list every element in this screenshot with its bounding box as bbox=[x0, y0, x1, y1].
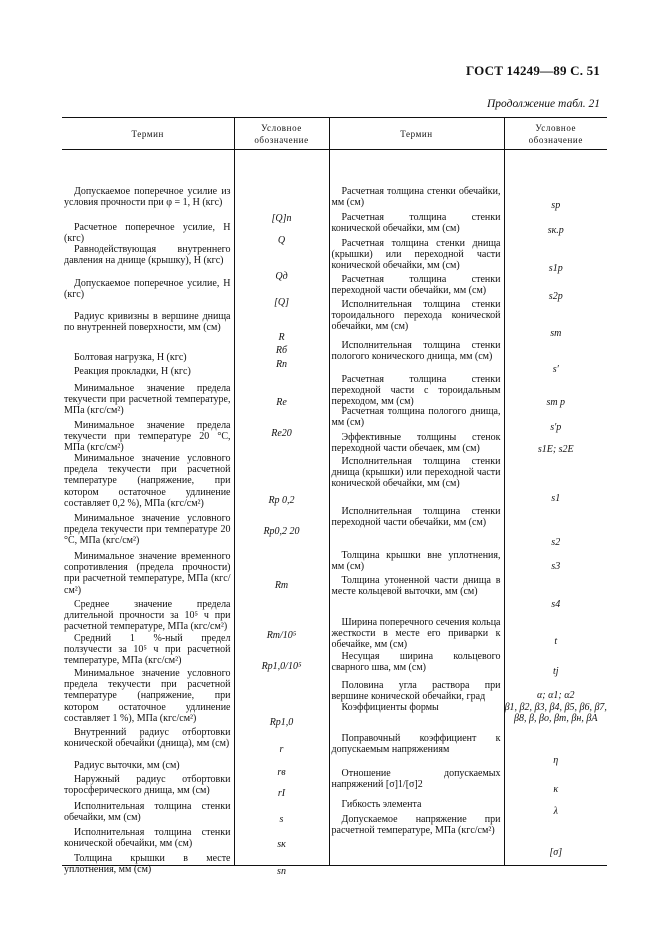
left-symbol-7: Rп bbox=[275, 359, 288, 370]
left-symbol-15: Rp1,0 bbox=[269, 717, 294, 728]
right-term-20: Гибкость элемента bbox=[341, 799, 422, 810]
left-term-19: Исполнительная толщина стенки обечайки, мм (см) bbox=[64, 801, 231, 824]
left-symbol-20: sк bbox=[277, 839, 286, 850]
right-term-6: Исполнительная толщина стенки пологого конического днища, мм (см) bbox=[331, 340, 501, 363]
left-term-21: Толщина крышки в месте уплотнения, мм (см) bbox=[64, 853, 231, 876]
left-symbol-6: Rб bbox=[275, 345, 288, 356]
left-term-6: Болтовая нагрузка, Н (кгс) bbox=[74, 352, 187, 363]
right-symbol-4: s2р bbox=[548, 291, 563, 302]
left-term-4: Допускаемое поперечное усилие, Н (кгс) bbox=[64, 278, 231, 301]
right-term-4: Расчетная толщина стенки переходной части обечайки, мм (см) bbox=[331, 274, 501, 297]
right-term-21: Допускаемое напряжение при расчетной температуре, МПа (кгс/см²) bbox=[331, 814, 501, 837]
left-term-1: Допускаемое поперечное усилие из условия прочности при φ = 1, Н (кгс) bbox=[64, 186, 231, 209]
left-symbol-21: sп bbox=[277, 866, 286, 877]
terms-table bbox=[62, 117, 607, 877]
left-symbol-19: s bbox=[279, 814, 284, 825]
left-symbol-1: [Q]п bbox=[271, 213, 292, 224]
left-symbol-13: Rm/10⁵ bbox=[266, 630, 297, 641]
right-symbol-9: s1E; s2E bbox=[537, 444, 574, 455]
left-symbol-3: Qд bbox=[275, 271, 288, 282]
left-term-14: Средний 1 %-ный предел ползучести за 10⁵ ч при расчетной температуре, МПа (кгс/см²) bbox=[64, 633, 231, 667]
right-symbol-20: λ bbox=[553, 806, 558, 817]
table-continuation-label: Продолжение табл. 21 bbox=[487, 98, 600, 110]
symbol-header-left: Условное обозначение bbox=[234, 118, 329, 150]
left-term-8: Минимальное значение предела текучести при расчетной температуре, МПа (кгс/см²) bbox=[64, 383, 231, 417]
right-symbols-column bbox=[505, 150, 608, 865]
left-term-9: Минимальное значение предела текучести при температуре 20 °С, МПа (кгс/см²) bbox=[64, 420, 231, 454]
left-term-13: Среднее значение предела длительной прочности за 10⁵ ч при расчетной температуре, МПа (кгс/см²) bbox=[64, 599, 231, 633]
right-term-14: Ширина поперечного сечения кольца жесткости в месте его приварки к обечайке, мм (см) bbox=[331, 617, 501, 651]
right-term-2: Расчетная толщина стенки конической обечайки, мм (см) bbox=[331, 212, 501, 235]
right-symbol-3: s1р bbox=[548, 263, 563, 274]
left-term-7: Реакция прокладки, Н (кгс) bbox=[74, 366, 191, 377]
page-reference: ГОСТ 14249—89 С. 51 bbox=[466, 63, 600, 78]
right-term-9: Эффективные толщины стенок переходной части обечаек, мм (см) bbox=[331, 432, 501, 455]
right-term-12: Толщина крышки вне уплотнения, мм (см) bbox=[331, 550, 501, 573]
left-symbol-4: [Q] bbox=[273, 297, 289, 308]
left-term-3: Равнодействующая внутреннего давления на днище (крышку), Н (кгс) bbox=[64, 244, 231, 267]
left-symbols-column bbox=[235, 150, 329, 877]
right-symbol-7: sт р bbox=[546, 397, 566, 408]
left-terms-column bbox=[62, 150, 234, 876]
left-term-12: Минимальное значение временного сопротивления (предела прочности) при расчетной температуре, МПа (кгс/см²) bbox=[64, 551, 231, 596]
right-symbol-1: sр bbox=[551, 200, 561, 211]
left-symbol-11: Rp0,2 20 bbox=[263, 526, 300, 537]
symbol-header-right: Условное обозначение bbox=[504, 118, 607, 150]
left-symbol-9: Re20 bbox=[271, 428, 292, 439]
right-symbol-10: s1 bbox=[551, 493, 561, 504]
left-term-5: Радиус кривизны в вершине днища по внутренней поверхности, мм (см) bbox=[64, 311, 231, 334]
left-term-18: Наружный радиус отбортовки торосферического днища, мм (см) bbox=[64, 774, 231, 797]
left-term-15: Минимальное значение условного предела текучести при расчетной температуре (напряжение, при котором остаточное удлинение составляет 1 %), МПа (кгс/см²) bbox=[64, 668, 231, 724]
left-term-2: Расчетное поперечное усилие, Н (кгс) bbox=[64, 222, 231, 245]
right-term-8: Расчетная толщина пологого днища, мм (см) bbox=[331, 406, 501, 429]
right-term-15: Несущая ширина кольцевого сварного шва, мм (см) bbox=[331, 651, 501, 674]
right-symbol-15: tj bbox=[552, 666, 559, 677]
term-header-left: Термин bbox=[62, 118, 234, 150]
right-symbol-14: t bbox=[554, 636, 558, 647]
right-symbol-2: sк.р bbox=[547, 225, 564, 236]
right-term-16: Половина угла раствора при вершине конической обечайки, град bbox=[331, 680, 501, 703]
right-symbol-21: [σ] bbox=[549, 847, 563, 858]
term-header-right: Термин bbox=[329, 118, 504, 150]
right-symbol-8: s′р bbox=[550, 422, 562, 433]
left-term-11: Минимальное значение условного предела текучести при температуре 20 °С, МПа (кгс/см²) bbox=[64, 513, 231, 547]
right-term-17: Коэффициенты формы bbox=[341, 702, 439, 713]
right-symbol-6: s′ bbox=[552, 364, 559, 375]
right-terms-column bbox=[330, 150, 504, 865]
right-term-10: Исполнительная толщина стенки днища (крышки) или переходной части конической обечайки, мм (см) bbox=[331, 456, 501, 490]
left-term-20: Исполнительная толщина стенки конической обечайки, мм (см) bbox=[64, 827, 231, 850]
right-symbol-11: s2 bbox=[551, 537, 561, 548]
left-symbol-5: R bbox=[278, 332, 285, 343]
right-symbol-18: η bbox=[553, 755, 559, 766]
right-term-11: Исполнительная толщина стенки переходной части обечайки, мм (см) bbox=[331, 506, 501, 529]
right-symbol-13: s4 bbox=[551, 599, 561, 610]
right-term-19: Отношение допускаемых напряжений [σ]1/[σ]2 bbox=[331, 768, 501, 791]
left-term-17: Радиус выточки, мм (см) bbox=[74, 760, 180, 771]
left-term-16: Внутренний радиус отбортовки конической обечайки (днища), мм (см) bbox=[64, 727, 231, 750]
right-term-3: Расчетная толщина стенки днища (крышки) или переходной части конической обечайки, мм (см) bbox=[331, 238, 501, 272]
left-symbol-17: rв bbox=[277, 767, 286, 778]
right-symbol-5: sт bbox=[550, 328, 562, 339]
right-term-5: Исполнительная толщина стенки тороидального перехода конической обечайки, мм (см) bbox=[331, 299, 501, 333]
right-symbol-16: α; α1; α2 bbox=[537, 690, 575, 701]
left-symbol-10: Rp 0,2 bbox=[268, 495, 295, 506]
right-term-7: Расчетная толщина стенки переходной части с тороидальным переходом, мм (см) bbox=[331, 374, 501, 408]
right-term-18: Поправочный коэффициент к допускаемым напряжениям bbox=[331, 733, 501, 756]
left-symbol-12: Rm bbox=[274, 580, 289, 591]
left-symbol-14: Rp1,0/10⁵ bbox=[261, 661, 302, 672]
right-symbol-12: s3 bbox=[551, 561, 561, 572]
right-term-1: Расчетная толщина стенки обечайки, мм (см) bbox=[331, 186, 501, 209]
left-symbol-16: r bbox=[279, 744, 284, 755]
left-symbol-18: rI bbox=[277, 788, 286, 799]
left-symbol-8: Re bbox=[276, 397, 287, 408]
left-symbol-2: Q bbox=[277, 235, 286, 246]
right-symbol-17: β1, β2, β3, β4, β5, β6, β7, β8, β, βо, βт, βн, βА bbox=[504, 702, 607, 724]
right-symbol-19: κ bbox=[553, 784, 559, 795]
left-term-10: Минимальное значение условного предела текучести при расчетной температуре (напряжение, при котором остаточное удлинение составляет 0,2 %), МПа (кгс/см²) bbox=[64, 453, 231, 509]
right-term-13: Толщина утоненной части днища в месте кольцевой выточки, мм (см) bbox=[331, 575, 501, 598]
